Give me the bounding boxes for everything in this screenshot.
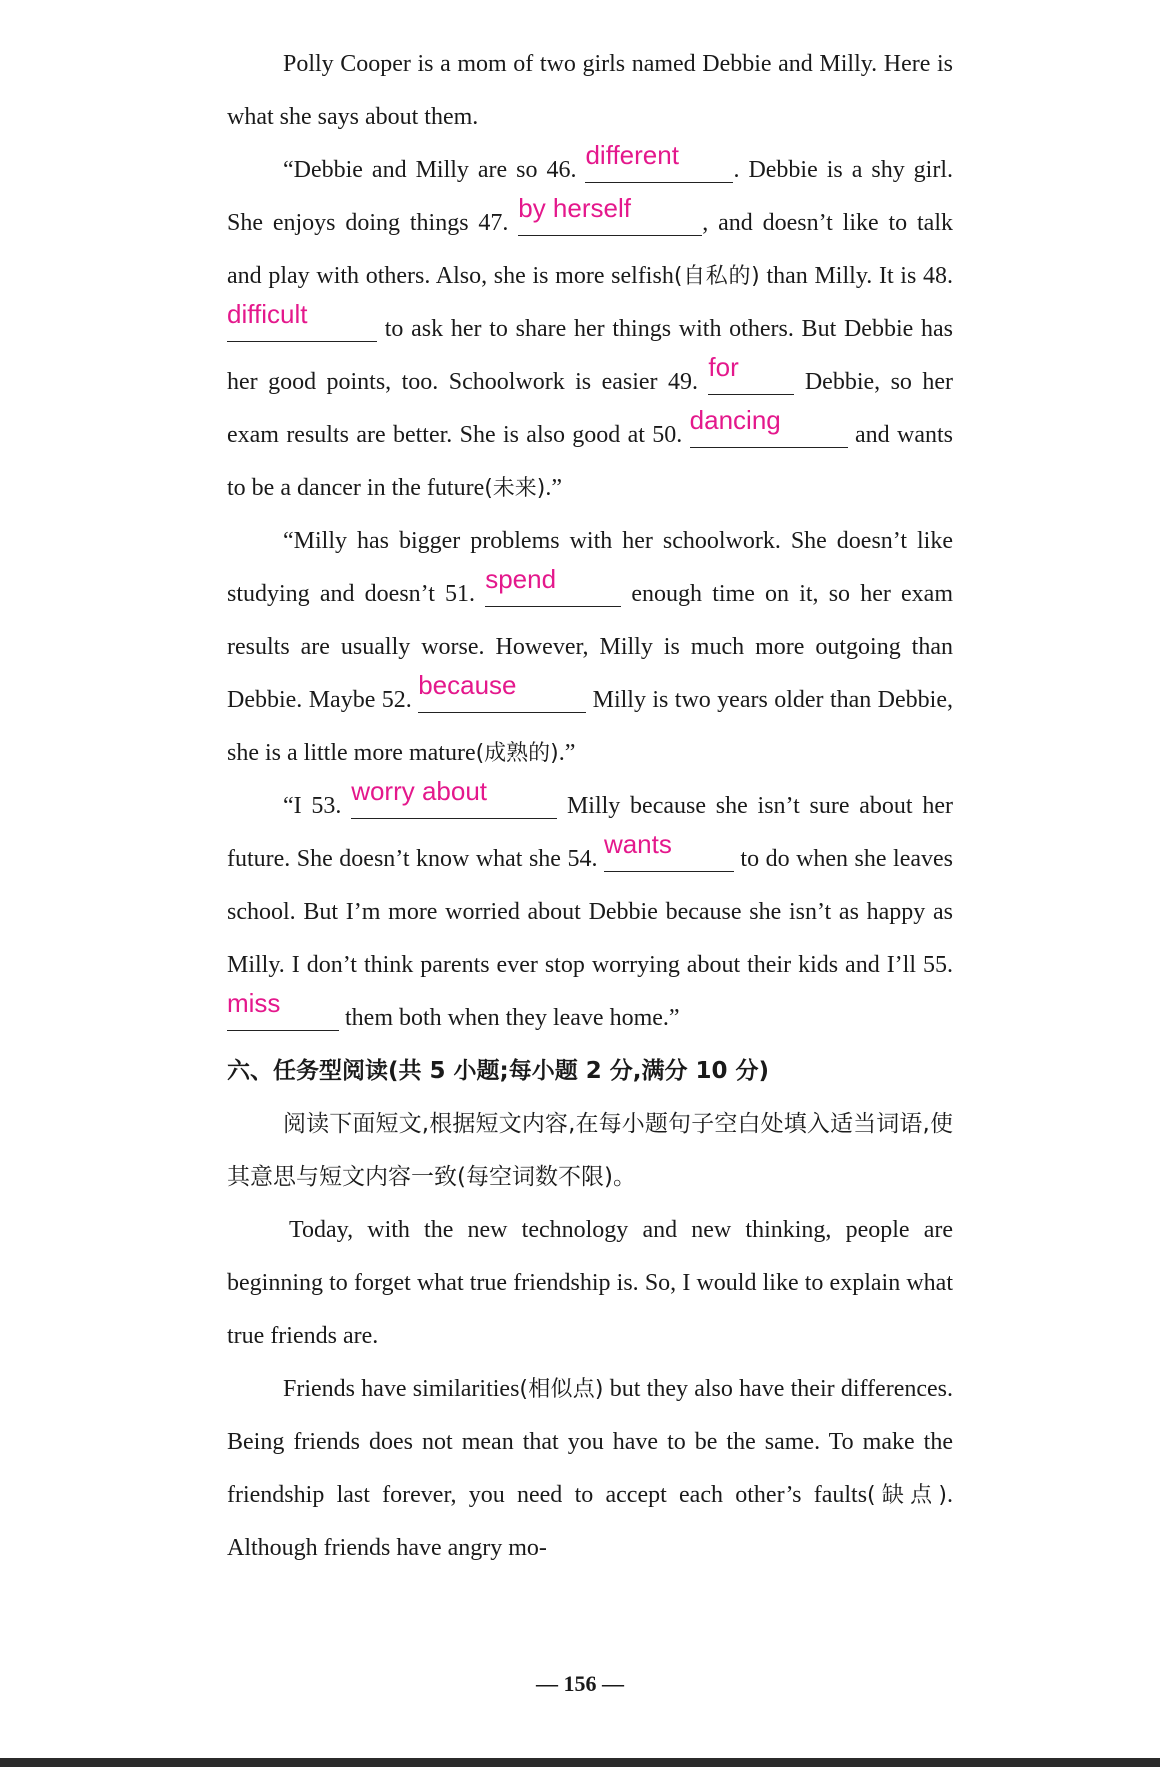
text-run: them both when they leave home.” bbox=[339, 1005, 680, 1031]
text-run: “I 53. bbox=[283, 793, 352, 819]
text-run: but they also have their differences. Being friends does not mean that you have to be the same. To make the friendship last forever, you need to accept each other’s faults bbox=[227, 1376, 953, 1508]
gloss-faults: (缺点) bbox=[867, 1483, 947, 1508]
text-run: “Debbie and Milly are so 46. bbox=[283, 157, 586, 183]
text-run: Friends have similarities bbox=[283, 1376, 520, 1402]
passage-paragraph-debbie bbox=[227, 140, 954, 515]
gloss-similarities: (相似点) bbox=[519, 1377, 604, 1402]
text-run: Debbie, so her exam results are better. She is also good at 50. bbox=[227, 369, 953, 448]
answer-46: different bbox=[585, 140, 679, 170]
gloss-future: (未来) bbox=[484, 476, 546, 501]
text-run: . Debbie is a shy girl. She enjoys doing things 47. bbox=[227, 157, 953, 236]
blank-49[interactable] bbox=[708, 352, 794, 395]
intro-text: Polly Cooper is a mom of two girls named Debbie and Milly. Here is what she says about them. bbox=[227, 51, 953, 130]
answer-47: by herself bbox=[518, 193, 631, 223]
bottom-bar bbox=[0, 1758, 1160, 1767]
text-run: to ask her to share her things with others. But Debbie has her good points, too. Schoolwork is easier 49. bbox=[227, 316, 953, 395]
answer-51: spend bbox=[485, 564, 557, 594]
text-run: enough time on it, so her exam results are usually worse. However, Milly is much more outgoing than Debbie. Maybe 52. bbox=[227, 581, 953, 713]
blank-47[interactable] bbox=[518, 193, 702, 236]
section-heading: 六、任务型阅读(共 5 小题;每小题 2 分,满分 10 分) bbox=[227, 1058, 770, 1084]
worksheet-page bbox=[227, 38, 953, 1575]
text-run: , and doesn’t like to talk and play with others. Also, she is more selfish bbox=[227, 210, 954, 289]
section-instruction: 阅读下面短文,根据短文内容,在每小题句子空白处填入适当词语,使其意思与短文内容一致(每空词数不限)。 bbox=[227, 1111, 953, 1190]
answer-50: dancing bbox=[689, 405, 781, 435]
blank-51[interactable] bbox=[485, 564, 621, 607]
text-run: and wants to be a dancer in the future bbox=[227, 422, 953, 501]
text-run: .” bbox=[545, 475, 563, 501]
answer-48: difficult bbox=[227, 299, 308, 329]
blank-52[interactable] bbox=[418, 670, 586, 713]
answer-53: worry about bbox=[351, 776, 488, 806]
text-run: to do when she leaves school. But I’m more worried about Debbie because she isn’t as happy as Milly. I don’t think parents ever stop worrying about their kids and I’ll 55. bbox=[227, 846, 954, 978]
passage2-intro: Today, with the new technology and new thinking, people are beginning to forget what true friendship is. So, I would like to explain what true friends are. bbox=[227, 1217, 953, 1349]
answer-49: for bbox=[708, 352, 739, 382]
blank-46[interactable] bbox=[585, 140, 733, 183]
page-number: — 156 — bbox=[536, 1671, 624, 1696]
blank-53[interactable] bbox=[351, 776, 557, 819]
text-run: .” bbox=[558, 740, 576, 766]
blank-55[interactable] bbox=[227, 988, 339, 1031]
passage-paragraph-milly bbox=[227, 515, 953, 780]
gloss-mature: (成熟的) bbox=[475, 741, 559, 766]
passage-intro bbox=[227, 38, 953, 144]
text-run: “Milly has bigger problems with her schoolwork. She doesn’t like studying and doesn’t 51. bbox=[227, 528, 953, 607]
gloss-selfish: (自私的) bbox=[673, 264, 760, 289]
answer-52: because bbox=[418, 670, 517, 700]
text-run: than Milly. It is 48. bbox=[759, 263, 953, 289]
text-run: . Although friends have angry mo- bbox=[227, 1482, 953, 1561]
text-run: Milly is two years older than Debbie, she is a little more mature bbox=[227, 687, 953, 766]
blank-54[interactable] bbox=[603, 829, 734, 872]
text-run: Milly because she isn’t sure about her future. She doesn’t know what she 54. bbox=[227, 793, 954, 872]
blank-48[interactable] bbox=[227, 299, 377, 342]
answer-54: wants bbox=[603, 829, 672, 859]
passage-paragraph-worry bbox=[227, 776, 954, 1045]
blank-50[interactable] bbox=[689, 405, 848, 448]
answer-55: miss bbox=[227, 988, 281, 1018]
passage2-paragraph bbox=[227, 1363, 953, 1575]
